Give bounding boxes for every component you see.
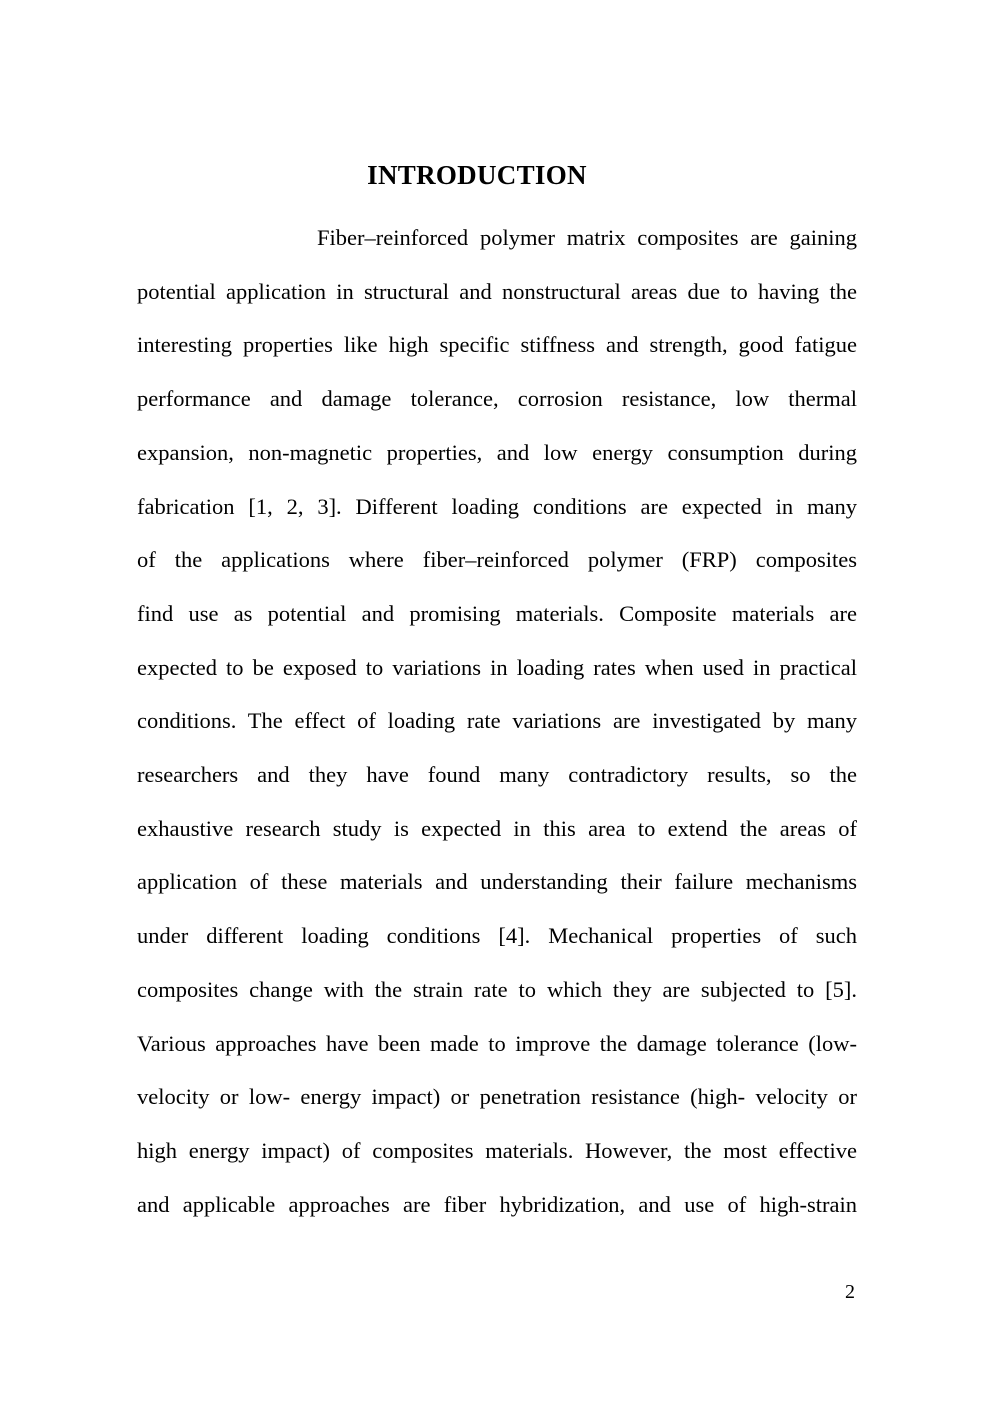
text-line: and applicable approaches are fiber hybridization, and use of high-strain — [137, 1191, 857, 1217]
section-heading: INTRODUCTION — [367, 160, 587, 190]
text-line: velocity or low- energy impact) or penetration resistance (high- velocity or — [137, 1084, 857, 1110]
text-line: high energy impact) of composites materials. However, the most effective — [137, 1137, 857, 1163]
text-line: researchers and they have found many contradictory results, so the — [137, 762, 857, 787]
text-line: expected to be exposed to variations in loading rates when used in practical — [137, 654, 857, 680]
page-number: 2 — [845, 1281, 855, 1303]
text-line: under different loading conditions [4]. Mechanical properties of such — [137, 923, 857, 949]
text-line: composites change with the strain rate to which they are subjected to [5]. — [137, 976, 857, 1002]
text-line: conditions. The effect of loading rate variations are investigated by many — [137, 708, 857, 734]
text-line: of the applications where fiber–reinforced polymer (FRP) composites — [137, 547, 857, 573]
text-line: application of these materials and understanding their failure mechanisms — [137, 869, 857, 895]
text-line: fabrication [1, 2, 3]. Different loading conditions are expected in many — [137, 493, 857, 519]
text-line: find use as potential and promising materials. Composite materials are — [137, 600, 857, 626]
text-line: exhaustive research study is expected in this area to extend the areas of — [137, 815, 857, 841]
text-line: Fiber–reinforced polymer matrix composites are gaining — [317, 225, 857, 250]
text-line: performance and damage tolerance, corrosion resistance, low thermal — [137, 386, 857, 412]
text-line: interesting properties like high specific stiffness and strength, good fatigue — [137, 332, 857, 358]
text-line: potential application in structural and nonstructural areas due to having the — [137, 278, 857, 304]
text-line: Various approaches have been made to improve the damage tolerance (low- — [137, 1030, 857, 1056]
text-line: expansion, non-magnetic properties, and low energy consumption during — [137, 439, 857, 465]
